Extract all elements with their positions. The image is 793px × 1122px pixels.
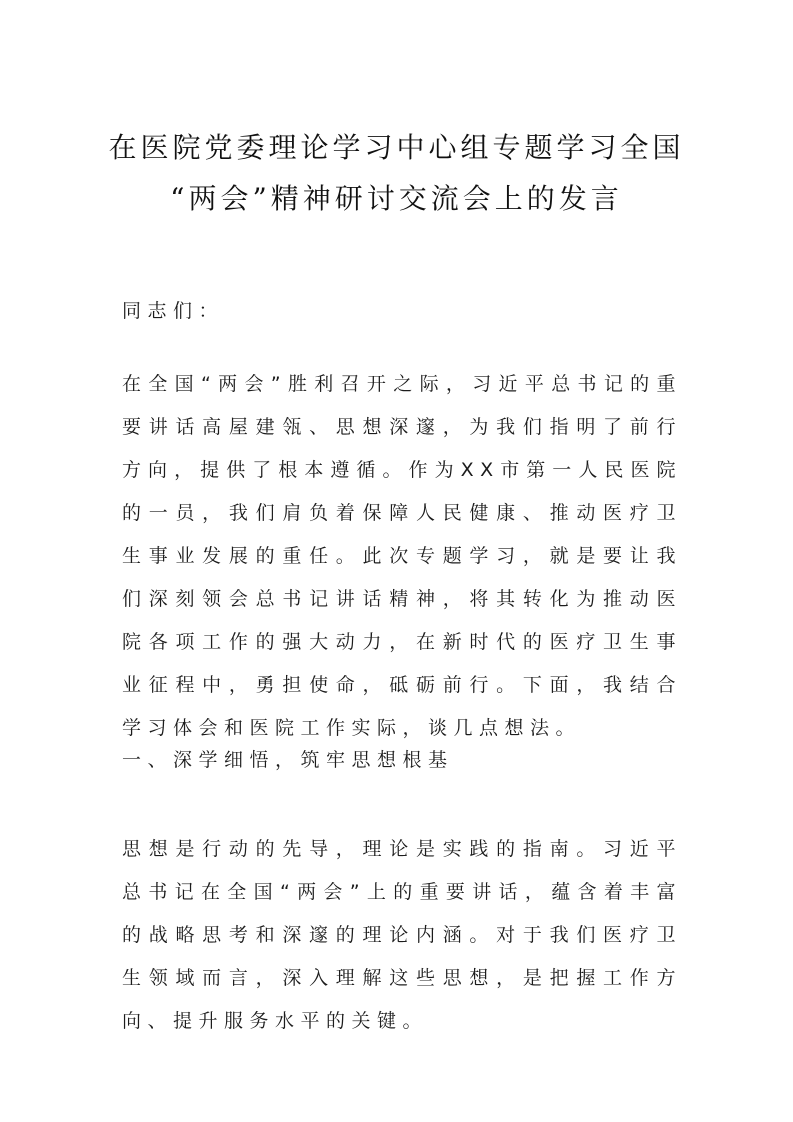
paragraph-section-1: 思想是行动的先导，理论是实践的指南。习近平总书记在全国“两会”上的重要讲话，蕴含着丰富的战略思考和深邃的理论内涵。对于我们医疗卫生领域而言，深入理解这些思想，是把握工作方向、提升服务水平的关键。 [122, 838, 682, 1032]
salutation: 同志们： [122, 300, 225, 322]
document-title-line-1: 在医院党委理论学习中心组专题学习全国 [108, 131, 685, 164]
section-heading-1: 一、深学细悟，筑牢思想根基 [122, 749, 454, 771]
document-title-line-2: “两会”精神研讨交流会上的发言 [170, 182, 623, 215]
paragraph-intro: 在全国“两会”胜利召开之际，习近平总书记的重要讲话高屋建瓴、思想深邃，为我们指明了前行方向，提供了根本遵循。作为XX市第一人民医院的一员，我们肩负着保障人民健康、推动医疗卫生事业发展的重任。此次专题学习，就是要让我们深刻领会总书记讲话精神，将其转化为推动医院各项工作的强大动力，在新时代的医疗卫生事业征程中，勇担使命，砥砺前行。下面，我结合学习体会和医院工作实际，谈几点想法。 [122, 373, 682, 739]
